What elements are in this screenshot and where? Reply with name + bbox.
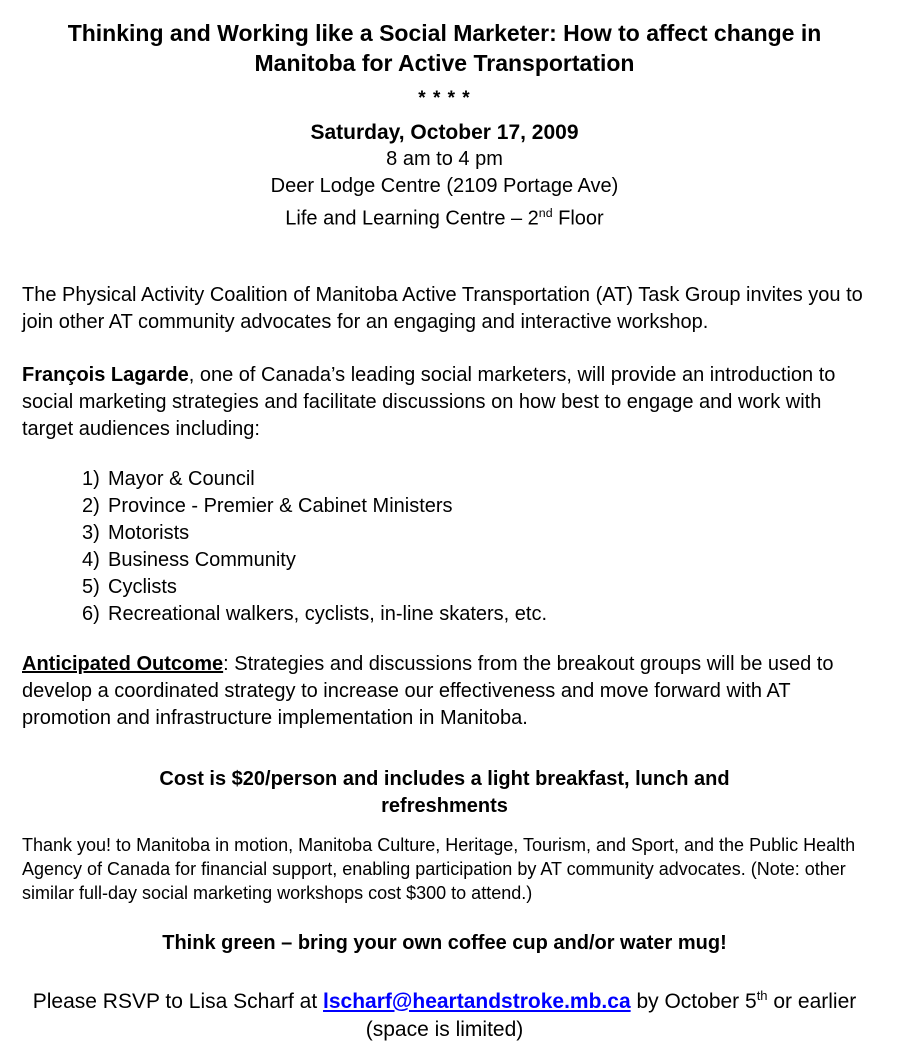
outcome-paragraph [22, 651, 867, 732]
email-link[interactable]: lscharf@heartandstroke.mb.ca [323, 989, 631, 1013]
event-room-suffix: Floor [552, 207, 604, 230]
audience-list [22, 466, 867, 628]
list-item-number: 3) [82, 521, 100, 544]
speaker-name: François Lagarde [22, 363, 189, 386]
event-room-text: Life and Learning Centre – 2 [285, 207, 539, 230]
event-room [22, 200, 867, 233]
intro-paragraph: The Physical Activity Coalition of Manitoba Active Transportation (AT) Task Group invites you to join other AT community advocates for an engaging and interactive workshop. [22, 283, 863, 333]
list-item [82, 493, 867, 520]
thanks-paragraph: Thank you! to Manitoba in motion, Manitoba Culture, Heritage, Tourism, and Sport, and the Public Health Agency of Canada for financial support, enabling participation by AT community advocates. (Note: other similar full-day social marketing workshops cost $300 to attend.) [22, 834, 856, 903]
list-item-label: Business Community [108, 548, 296, 571]
event-venue: Deer Lodge Centre (2109 Portage Ave) [270, 175, 619, 197]
list-item-number: 5) [82, 575, 100, 598]
think-green-note: Think green – bring your own coffee cup and/or water mug! [162, 931, 727, 954]
list-item [82, 466, 867, 493]
list-item [82, 547, 867, 574]
list-item-label: Mayor & Council [108, 467, 255, 490]
event-room-ordinal: nd [538, 206, 553, 220]
event-date: Saturday, October 17, 2009 [310, 121, 579, 144]
list-item-label: Province - Premier & Cabinet Ministers [108, 494, 453, 517]
outcome-label: Anticipated Outcome [22, 652, 224, 675]
speaker-paragraph [22, 362, 867, 443]
list-item-number: 6) [82, 602, 100, 625]
rsvp-mid-text: by October 5 [630, 989, 757, 1013]
page-title: Thinking and Working like a Social Marketer: How to affect change in Manitoba for Active Transportation [67, 20, 822, 76]
list-item [82, 601, 867, 628]
list-item-label: Cyclists [108, 575, 177, 598]
rsvp-suffix-text: or earlier (space is limited) [365, 989, 857, 1041]
rsvp-paragraph [22, 982, 867, 1044]
cost-note: Cost is $20/person and includes a light breakfast, lunch and refreshments [159, 767, 730, 817]
list-item [82, 520, 867, 547]
list-item-number: 2) [82, 494, 100, 517]
list-item-number: 1) [82, 467, 100, 490]
speaker-paragraph-text: , one of Canada’s leading social marketers, will provide an introduction to social marketing strategies and facilitate discussions on how best to engage and work with target audiences including: [22, 363, 836, 440]
rsvp-date-ordinal: th [756, 987, 768, 1003]
list-item-number: 4) [82, 548, 100, 571]
list-item-label: Recreational walkers, cyclists, in-line skaters, etc. [108, 602, 548, 625]
outcome-paragraph-text: : Strategies and discussions from the breakout groups will be used to develop a coordinated strategy to increase our effectiveness and move forward with AT promotion and infrastructure implementation in Manitoba. [22, 652, 834, 729]
list-item-label: Motorists [108, 521, 190, 544]
separator-stars: * * * * [418, 88, 471, 109]
flyer-header [22, 18, 867, 233]
event-time: 8 am to 4 pm [386, 148, 503, 170]
rsvp-prefix-text: Please RSVP to Lisa Scharf at [32, 989, 324, 1013]
list-item [82, 574, 867, 601]
